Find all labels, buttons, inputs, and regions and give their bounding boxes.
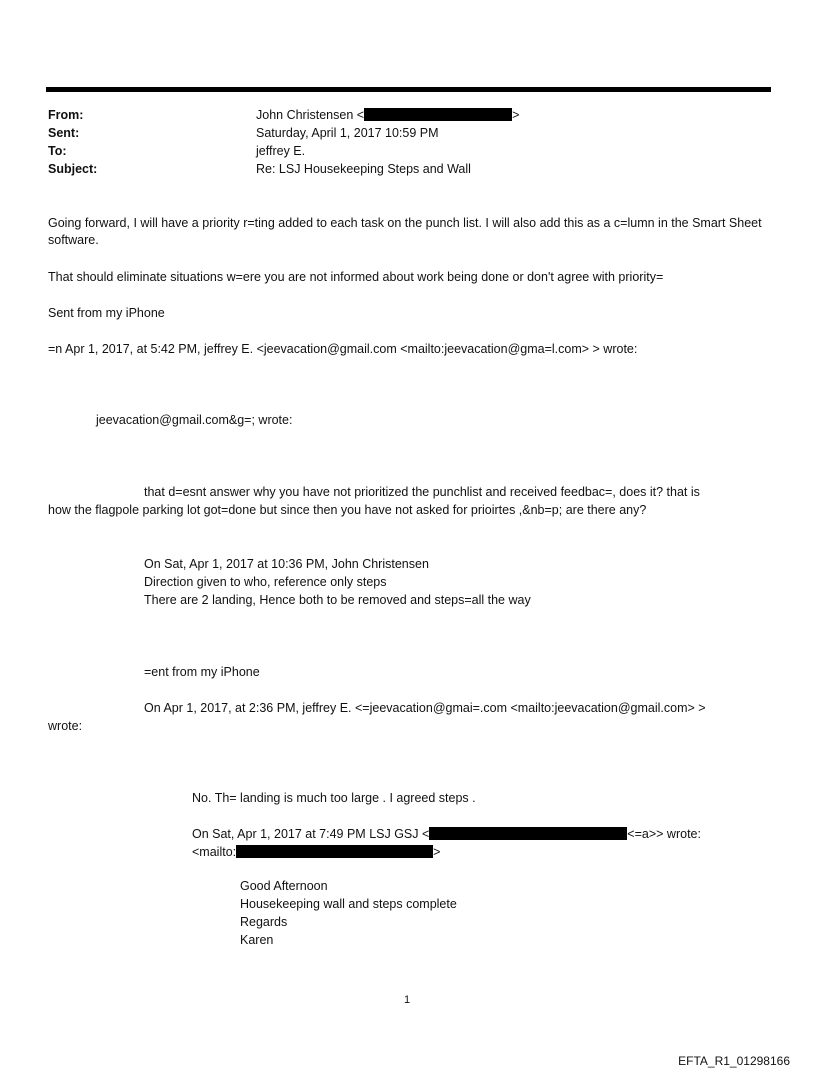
page-number: 1: [404, 994, 411, 1006]
quoted-sent-from-iphone: =ent from my iPhone: [144, 665, 260, 679]
from-name: John Christensen <: [256, 108, 365, 122]
quoted-text-landing: There are 2 landing, Hence both to be removed and steps=all the way: [144, 593, 531, 607]
quoted-header-4-prefix: On Sat, Apr 1, 2017 at 7:49 PM LSJ GSJ <: [192, 827, 430, 841]
sent-value: Saturday, April 1, 2017 10:59 PM: [256, 126, 439, 140]
quoted-reply-line-1: that d=esnt answer why you have not prioritized the punchlist and received feedbac=, does it? that is: [144, 485, 700, 499]
quoted-email-line: jeevacation@gmail.com&g=; wrote:: [96, 413, 293, 427]
quoted-mailto-line: [192, 844, 440, 861]
from-close: >: [512, 108, 520, 122]
mailto-suffix: >: [433, 845, 441, 859]
sent-from-iphone: Sent from my iPhone: [48, 306, 165, 320]
from-label: From:: [48, 108, 84, 122]
document-id: EFTA_R1_01298166: [678, 1054, 790, 1068]
karen-greeting: Good Afternoon: [240, 879, 328, 893]
redaction-block: [236, 845, 433, 858]
quoted-reply-landing: No. Th= landing is much too large . I agreed steps .: [192, 791, 476, 805]
body-paragraph-1: Going forward, I will have a priority r=ting added to each task on the punch list. I will also add this as a c=lumn in the Smart Sheet software.: [48, 216, 762, 247]
quoted-header-4: [192, 826, 701, 843]
quoted-text-direction: Direction given to who, reference only steps: [144, 575, 387, 589]
karen-signature: Karen: [240, 933, 274, 947]
quoted-header-3-wrote: wrote:: [48, 719, 83, 733]
to-label: To:: [48, 144, 67, 158]
body-paragraph-2: That should eliminate situations w=ere you are not informed about work being done or don't agree with priority=: [48, 270, 664, 284]
header-divider-rule: [46, 87, 771, 92]
quoted-header-1: =n Apr 1, 2017, at 5:42 PM, jeffrey E. <jeevacation@gmail.com <mailto:jeevacation@gma=l.com> > wrote:: [48, 342, 638, 356]
redaction-block: [364, 108, 512, 121]
from-value: [256, 107, 519, 124]
subject-value: Re: LSJ Housekeeping Steps and Wall: [256, 162, 471, 176]
quoted-reply-line-2: how the flagpole parking lot got=done but since then you have not asked for prioirtes ,&nb=p; are there any?: [48, 503, 647, 517]
quoted-header-2: On Sat, Apr 1, 2017 at 10:36 PM, John Christensen: [144, 557, 429, 571]
subject-label: Subject:: [48, 162, 98, 176]
quoted-header-3: On Apr 1, 2017, at 2:36 PM, jeffrey E. <=jeevacation@gmai=.com <mailto:jeevacation@gmail.com> >: [144, 701, 706, 715]
redaction-block: [429, 827, 627, 840]
sent-label: Sent:: [48, 126, 80, 140]
mailto-prefix: <mailto:: [192, 845, 237, 859]
karen-regards: Regards: [240, 915, 288, 929]
karen-message: Housekeeping wall and steps complete: [240, 897, 457, 911]
quoted-header-4-suffix: <=a>> wrote:: [627, 827, 701, 841]
to-value: jeffrey E.: [256, 144, 306, 158]
